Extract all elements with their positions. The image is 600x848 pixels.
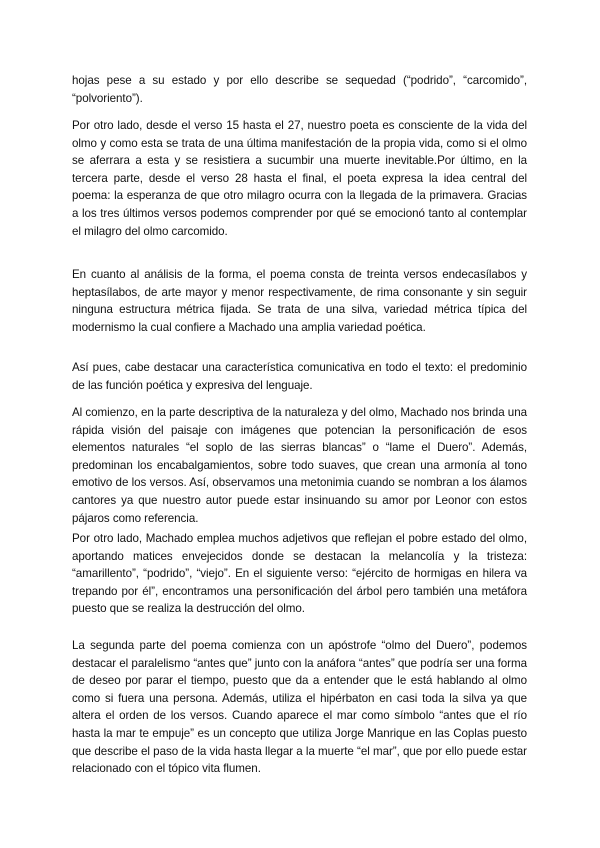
paragraph-adjectives: Por otro lado, Machado emplea muchos adjetivos que reflejan el pobre estado del olmo, aportando matices envejecidos donde se destacan la melancolía y la tristeza: “amarillento”, “podrido”, “viejo”. En el siguiente verso: “ejército de hormigas en hilera va trepando por él”, encontramos una personificación del árbol pero también una metáfora puesto que se realiza la destrucción del olmo. xyxy=(72,532,527,616)
paragraph-form-analysis: En cuanto al análisis de la forma, el poema consta de treinta versos endecasílabos y heptasílabos, de arte mayor y menor respectivamente, de rima consonante y sin seguir ninguna estructura métrica fijada. Se trata de una silva, variedad métrica típica del modernismo la cual confiere a Machado una amplia variedad poética. xyxy=(72,268,527,334)
paragraph-verse-description-end: hojas pese a su estado y por ello describe se sequedad (“podrido”, “carcomido”, “polvoriento”). xyxy=(72,74,527,105)
paragraph-descriptive-part: Al comienzo, en la parte descriptiva de la naturaleza y del olmo, Machado nos brinda una rápida visión del paisaje con imágenes que potencian la personificación de esos elementos naturales “el soplo de las sierras blancas” o “lame el Duero”. Además, predominan los encabalgamientos, sobre todo suaves, que crean una armonía al tono emotivo de los versos. Así, observamos una metonimia cuando se nombran a los álamos cantores ya que nuestro autor puede estar insinuando su amor por Leonor con estos pájaros como referencia. xyxy=(72,406,527,525)
paragraph-second-part: La segunda parte del poema comienza con un apóstrofe “olmo del Duero”, podemos destacar el paralelismo “antes que” junto con la anáfora “antes” que podría ser una forma de deseo por parar el tiempo, puesto que da a entender que le está hablando al olmo como si fuera una persona. Además, utiliza el hipérbaton en casi toda la silva ya que altera el orden de los versos. Cuando aparece el mar como símbolo “antes que el río hasta la mar te empuje” es un concepto que utiliza Jorge Manrique en las Coplas puesto que describe el paso de la vida hasta llegar a la muerte “el mar”, que por ello puede estar relacionado con el tópico vita flumen. xyxy=(72,639,527,776)
paragraph-structure-analysis: Por otro lado, desde el verso 15 hasta el 27, nuestro poeta es consciente de la vida del olmo y como esta se trata de una última manifestación de la propia vida, como si el olmo se aferrara a esta y se resistiera a sucumbir una muerte inevitable.Por último, en la tercera parte, desde el verso 28 hasta el final, el poeta expresa la idea central del poema: la esperanza de que otro milagro ocurra con la llegada de la primavera. Gracias a los tres últimos versos podemos comprender por qué se emocionó tanto al contemplar el milagro del olmo carcomido. xyxy=(72,119,527,238)
paragraph-communicative-function: Así pues, cabe destacar una característica comunicativa en todo el texto: el predominio de las función poética y expresiva del lenguaje. xyxy=(72,361,527,392)
